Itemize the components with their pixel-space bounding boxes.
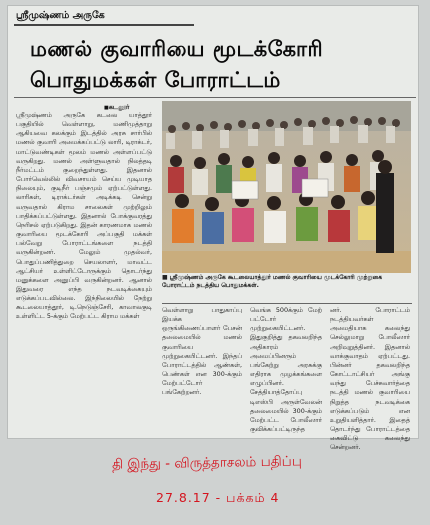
kicker-underline — [14, 24, 194, 26]
article-column-1: ஸ்ரீமுஷ்ணம் அருகே கடலை யாத்தூர் பகுதியில் வெள்ளாறு, மணிமுத்தாறு ஆகியவை கலக்கும் இடத்தில் அரசு சார்பில் மணல் குவாரி அமைக்கப்பட்டு லாரி, டிராக்டர், மாட்டுவண்டிகள் மூலம் மணல் அள்ளப்பட்டு வருகிறது. மணல் அள்ளுவதால் நிலத்தடி நீர்மட்டம் குறைந்துள்ளது. இதனால் போர்வெல்லில் விவசாயம் செய்ய முடியாத நிலையும், குடிநீர் பஞ்சமும் ஏற்பட்டுள்ளது. லாரிகள், டிராக்டர்கள் அடிக்கடி சென்று வருவதால் கிராம சாலைகள் முற்றிலும் பாதிக்கப்பட்டுள்ளது. இதனால் போக்குவரத்து நெரிசல் ஏற்படுகிறது. இதன் காரணமாக மணல் குவாரியை மூடக்கோரி அப்பகுதி மக்கள் பல்வேறு போராட்டங்களை நடத்தி வருகின்றனர். மேலும் முதல்வர், பொதுப்பணித்துறை செயலாளர், மாவட்ட ஆட்சியர் உள்ளிட்டோருக்கும் தொடர்ந்து மனுக்களை அனுப்பி வருகின்றனர். ஆனால் இதுவரை எந்த நடவடிக்கையும் எடுக்கப்படவில்லை. இந்நிலையில் நேற்று கூடலையாத்தூர், டி.நெடுஞ்சேரி, காவாலகுடி உள்ளிட்ட 5-க்கும் மேற்பட்ட கிராம மக்கள் — [16, 111, 152, 321]
headline-line-1: மணல் குவாரியை மூடக்கோரி — [30, 37, 324, 61]
headline-divider — [14, 97, 416, 98]
kicker-text: ஸ்ரீமுஷ்ணம் அருகே — [16, 10, 105, 21]
article-column-3: வெங்க 500க்கும் மேற் பட்டோர் முற்றுகையிட்டனர். இதுகுறித்து தகவலறிந்த அதிகாரம் அமைப்பினரும் பங்கேற்று அரசுக்கு எதிராக முழக்கங்களை எழுப்பினர். சேத்தியாத்தோப்பு டிஎஸ்பி அருள்வேலன் தலைமையில் 300-க்கும் மேற்பட்ட போலீஸார் குவிக்கப்பட்டிருந்த — [250, 306, 322, 434]
caption-text: ஸ்ரீமுஷ்ணம் அருகே கூடலையாத்தூர் மணல் குவாரியை மூடக்கோரி முற்றுகை போராட்டம் நடத்திய பொதுமக்கள். — [162, 274, 383, 290]
handwritten-source: தி இந்து - விருத்தாசலம் பதிப்பு — [111, 453, 302, 473]
caption-marker-icon: ■ — [162, 274, 168, 281]
article-column-2: வெள்ளாறு பாதுகாப்பு இயக்க ஒருங்கிணைப்பாளர் பேசன் தலைமையில் மணல் குவாரியை முற்றுகையிட்டனர். இந்தப் போராட்டத்தில் ஆண்கள், பெண்கள் என 300-க்கும் மேற்பட்டோர் பங்கேற்றனர். — [162, 306, 242, 397]
headline-line-2: பொதுமக்கள் போராட்டம் — [30, 68, 281, 92]
protest-photo — [162, 101, 411, 273]
dateline: ■ கடலூர் — [104, 103, 129, 112]
article-column-4: னர். போராட்டம் நடத்தியவர்கள் அமைதியாக கலைந்து செல்லுமாறு போலீஸார் அறிவுறுத்தினர். இதனால் வாக்குவாதம் ஏற்பட்டது. பின்னர் தகவலறிந்த கோட்டாட்சியர் அங்கு வந்து பேச்சுவார்த்தை நடத்தி மணல் குவாரியை நிறுத்த நடவடிக்கை எடுக்கப்படும் என உறுதியளித்தார். இதைத் தொடர்ந்து போராட்டத்தை கைவிட்டு கலைந்து சென்றனர். — [330, 306, 410, 452]
caption-divider — [162, 303, 412, 304]
photo-caption — [162, 274, 411, 302]
handwritten-date: 27.8.17 - பக்கம் 4 — [156, 490, 280, 505]
